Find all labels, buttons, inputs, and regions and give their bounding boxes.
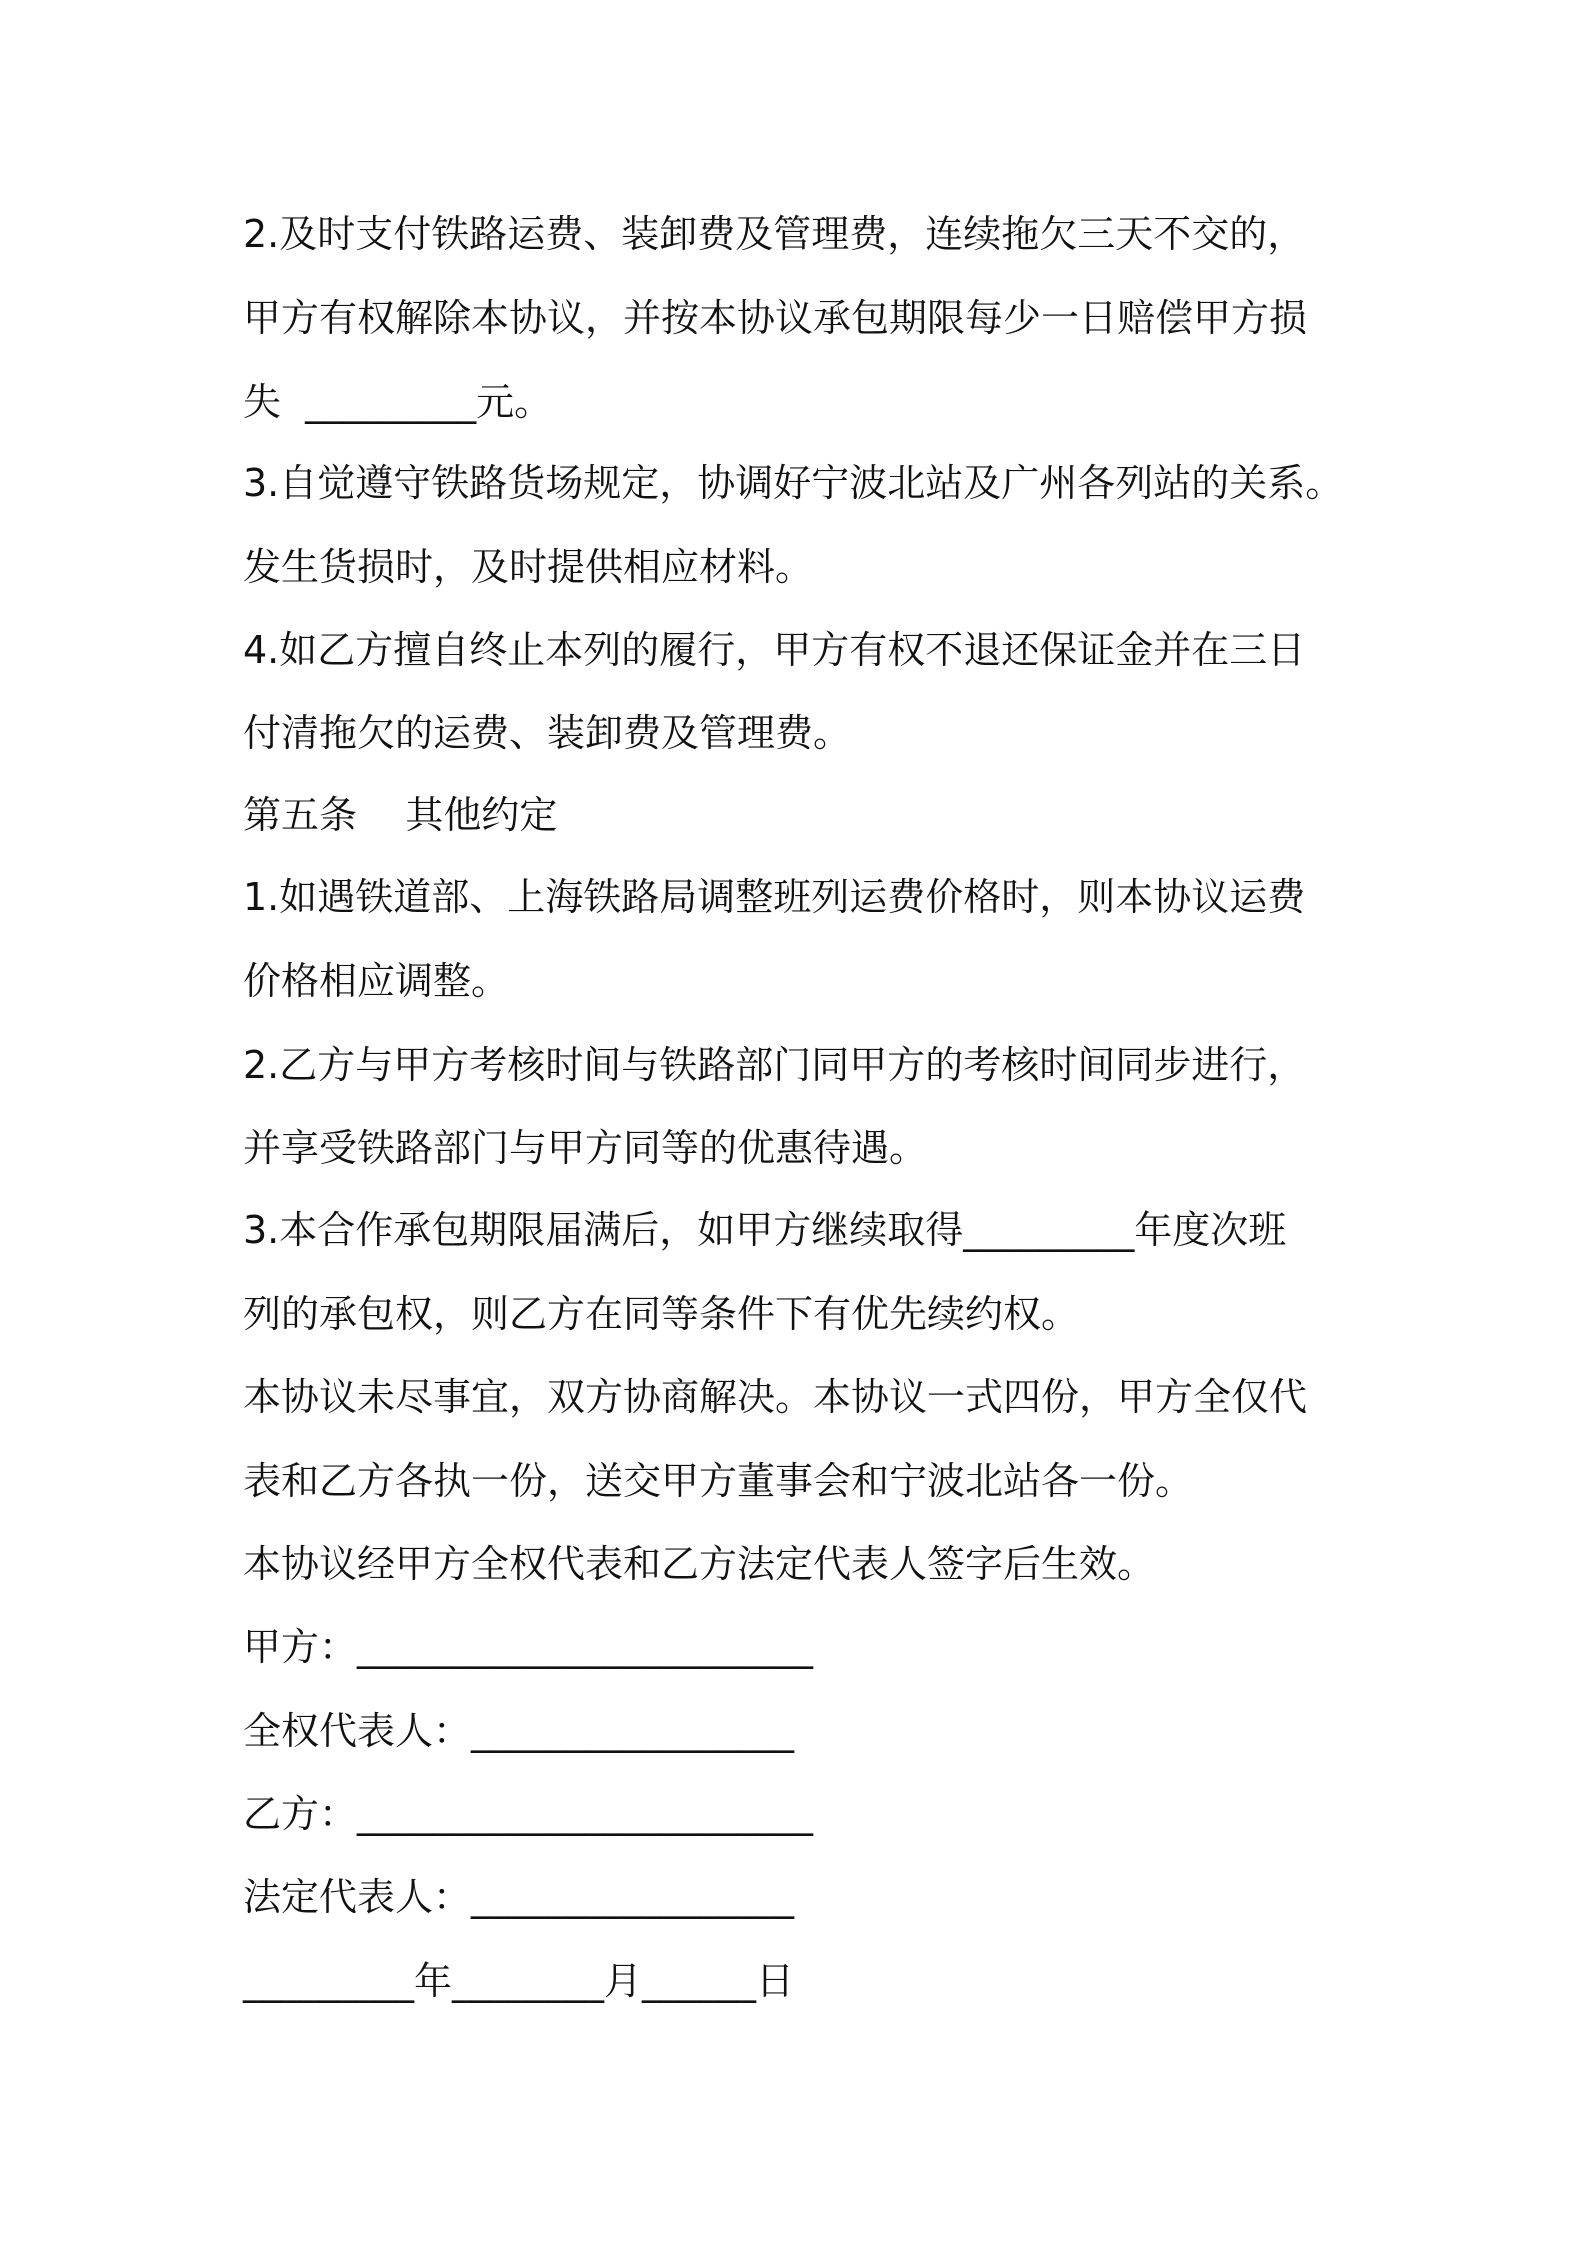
closing-paragraph-1-line-2: 表和乙方各执一份，送交甲方董事会和宁波北站各一份。 [243, 1459, 1194, 1503]
clause-5-item-1-line-1: 1.如遇铁道部、上海铁路局调整班列运费价格时，则本协议运费 [243, 875, 1306, 919]
clause-5-item-2-line-2: 并享受铁路部门与甲方同等的优惠待遇。 [243, 1126, 928, 1170]
clause-4-item-3-line-1: 3.自觉遵守铁路货场规定，协调好宁波北站及广州各列站的关系。 [243, 461, 1344, 505]
clause-4-item-4-line-2: 付清拖欠的运费、装卸费及管理费。 [243, 711, 852, 755]
signature-legal-representative: 法定代表人：_________________ [243, 1875, 795, 1919]
clause-5-item-3-line-2: 列的承包权，则乙方在同等条件下有优先续约权。 [243, 1292, 1080, 1336]
signature-party-a: 甲方：________________________ [243, 1625, 814, 1669]
clause-5-heading: 第五条 其他约定 [243, 793, 558, 837]
clause-5-item-1-line-2: 价格相应调整。 [243, 959, 510, 1003]
closing-paragraph-2: 本协议经甲方全权代表和乙方法定代表人签字后生效。 [243, 1542, 1156, 1586]
clause-5-item-3-line-1: 3.本合作承包期限届满后，如甲方继续取得_________年度次班 [243, 1208, 1287, 1252]
clause-4-item-2-line-3: 失 _________元。 [243, 380, 553, 424]
signature-authorized-representative: 全权代表人：_________________ [243, 1709, 795, 1753]
closing-paragraph-1-line-1: 本协议未尽事宜，双方协商解决。本协议一式四份，甲方全仅代 [243, 1375, 1308, 1419]
clause-4-item-2-line-2: 甲方有权解除本协议，并按本协议承包期限每少一日赔偿甲方损 [243, 296, 1308, 340]
clause-4-item-3-line-2: 发生货损时，及时提供相应材料。 [243, 545, 814, 589]
clause-4-item-2-line-1: 2.及时支付铁路运费、装卸费及管理费，连续拖欠三天不交的， [243, 212, 1306, 256]
clause-5-item-2-line-1: 2.乙方与甲方考核时间与铁路部门同甲方的考核时间同步进行， [243, 1043, 1306, 1087]
clause-4-item-4-line-1: 4.如乙方擅自终止本列的履行，甲方有权不退还保证金并在三日 [243, 628, 1306, 672]
signature-party-b: 乙方：________________________ [243, 1792, 814, 1836]
signature-date: _________年________月______日 [243, 1959, 795, 2003]
